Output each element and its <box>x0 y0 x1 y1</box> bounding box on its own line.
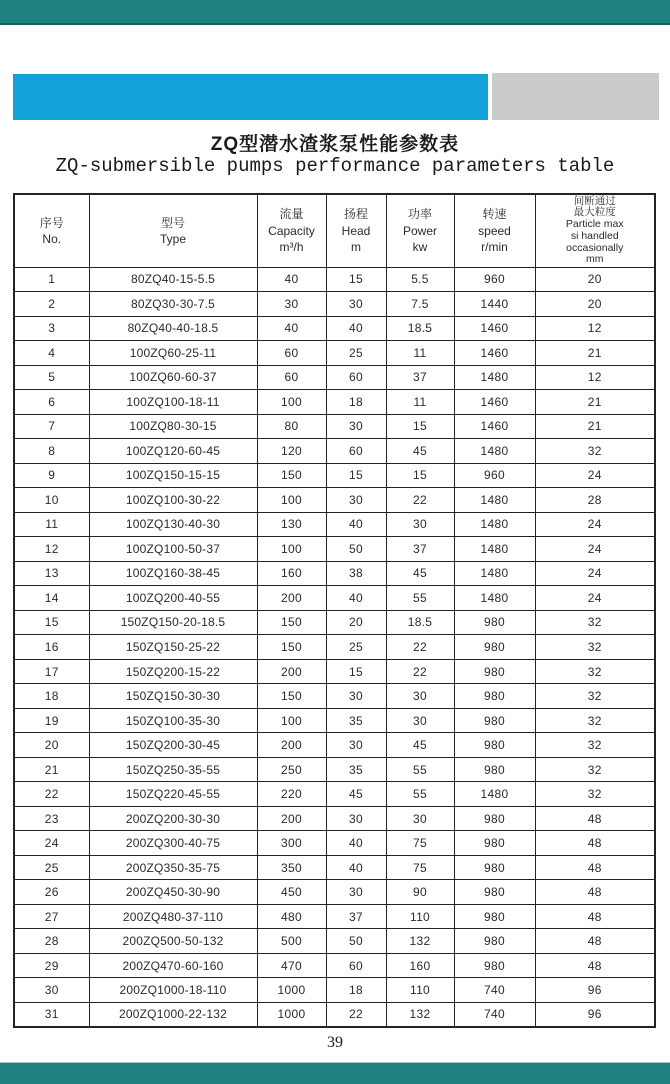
table-cell: 35 <box>326 708 386 733</box>
table-cell: 200 <box>257 586 326 611</box>
table-cell: 27 <box>14 904 89 929</box>
table-row <box>14 929 655 954</box>
table-cell: 16 <box>14 635 89 660</box>
table-cell: 12 <box>535 365 655 390</box>
table-row <box>14 537 655 562</box>
table-row <box>14 610 655 635</box>
table-cell: 37 <box>386 537 454 562</box>
table-cell: 48 <box>535 831 655 856</box>
table-cell: 45 <box>386 439 454 464</box>
table-cell: 55 <box>386 757 454 782</box>
table-cell: 1460 <box>454 341 535 366</box>
table-cell: 150 <box>257 463 326 488</box>
table-cell: 980 <box>454 757 535 782</box>
table-cell: 500 <box>257 929 326 954</box>
table-row <box>14 341 655 366</box>
table-cell: 45 <box>386 733 454 758</box>
table-cell: 200 <box>257 733 326 758</box>
table-row <box>14 855 655 880</box>
table-cell: 1480 <box>454 561 535 586</box>
table-cell: 150ZQ250-35-55 <box>89 757 257 782</box>
table-cell: 28 <box>535 488 655 513</box>
table-cell: 55 <box>386 586 454 611</box>
table-cell: 200ZQ1000-18-110 <box>89 978 257 1003</box>
table-cell: 740 <box>454 978 535 1003</box>
parameters-table <box>13 193 656 1028</box>
table-cell: 11 <box>386 341 454 366</box>
table-cell: 350 <box>257 855 326 880</box>
table-cell: 30 <box>326 733 386 758</box>
table-cell: 60 <box>257 341 326 366</box>
table-row <box>14 782 655 807</box>
table-row <box>14 586 655 611</box>
table-cell: 80ZQ40-40-18.5 <box>89 316 257 341</box>
table-cell: 18.5 <box>386 316 454 341</box>
table-row <box>14 488 655 513</box>
table-cell: 980 <box>454 880 535 905</box>
table-cell: 200ZQ350-35-75 <box>89 855 257 880</box>
table-cell: 3 <box>14 316 89 341</box>
table-cell: 24 <box>535 463 655 488</box>
table-cell: 960 <box>454 463 535 488</box>
table-cell: 20 <box>14 733 89 758</box>
table-cell: 15 <box>326 267 386 292</box>
table-cell: 18.5 <box>386 610 454 635</box>
table-cell: 15 <box>386 463 454 488</box>
table-cell: 1000 <box>257 978 326 1003</box>
table-cell: 220 <box>257 782 326 807</box>
table-cell: 250 <box>257 757 326 782</box>
table-cell: 40 <box>326 831 386 856</box>
table-cell: 18 <box>14 684 89 709</box>
table-cell: 110 <box>386 904 454 929</box>
page-title-chinese: ZQ型潜水渣浆泵性能参数表 <box>210 134 460 155</box>
table-row <box>14 978 655 1003</box>
table-cell: 160 <box>386 953 454 978</box>
table-cell: 980 <box>454 635 535 660</box>
table-cell: 100ZQ160-38-45 <box>89 561 257 586</box>
table-row <box>14 831 655 856</box>
table-cell: 150 <box>257 684 326 709</box>
table-cell: 160 <box>257 561 326 586</box>
table-cell: 200ZQ470-60-160 <box>89 953 257 978</box>
bottom-teal-band <box>0 1062 670 1084</box>
table-cell: 35 <box>326 757 386 782</box>
table-cell: 96 <box>535 1002 655 1027</box>
table-cell: 1480 <box>454 488 535 513</box>
table-cell: 31 <box>14 1002 89 1027</box>
table-cell: 11 <box>14 512 89 537</box>
table-cell: 200ZQ450-30-90 <box>89 880 257 905</box>
table-cell: 980 <box>454 659 535 684</box>
table-cell: 32 <box>535 757 655 782</box>
table-cell: 19 <box>14 708 89 733</box>
table-cell: 18 <box>326 390 386 415</box>
table-cell: 100 <box>257 390 326 415</box>
table-cell: 130 <box>257 512 326 537</box>
top-teal-band <box>0 0 670 25</box>
table-cell: 24 <box>535 512 655 537</box>
table-cell: 100ZQ80-30-15 <box>89 414 257 439</box>
table-cell: 15 <box>326 463 386 488</box>
table-cell: 100ZQ130-40-30 <box>89 512 257 537</box>
table-cell: 980 <box>454 733 535 758</box>
table-cell: 48 <box>535 929 655 954</box>
table-cell: 150ZQ220-45-55 <box>89 782 257 807</box>
table-cell: 11 <box>386 390 454 415</box>
table-cell: 2 <box>14 292 89 317</box>
table-cell: 470 <box>257 953 326 978</box>
table-cell: 25 <box>326 341 386 366</box>
table-cell: 1480 <box>454 365 535 390</box>
table-cell: 980 <box>454 953 535 978</box>
table-cell: 48 <box>535 806 655 831</box>
table-cell: 980 <box>454 610 535 635</box>
table-cell: 1000 <box>257 1002 326 1027</box>
table-cell: 100 <box>257 537 326 562</box>
table-cell: 200ZQ200-30-30 <box>89 806 257 831</box>
table-row <box>14 439 655 464</box>
table-cell: 37 <box>326 904 386 929</box>
table-cell: 32 <box>535 733 655 758</box>
table-cell: 40 <box>326 512 386 537</box>
table-cell: 8 <box>14 439 89 464</box>
table-cell: 1460 <box>454 390 535 415</box>
table-cell: 30 <box>326 292 386 317</box>
table-row <box>14 463 655 488</box>
page-number: 39 <box>327 1034 343 1051</box>
table-cell: 200 <box>257 659 326 684</box>
table-cell: 100 <box>257 708 326 733</box>
table-cell: 50 <box>326 537 386 562</box>
table-cell: 150ZQ200-30-45 <box>89 733 257 758</box>
table-cell: 60 <box>326 439 386 464</box>
table-cell: 150 <box>257 610 326 635</box>
table-cell: 17 <box>14 659 89 684</box>
table-cell: 7.5 <box>386 292 454 317</box>
table-cell: 32 <box>535 782 655 807</box>
table-cell: 9 <box>14 463 89 488</box>
table-cell: 200 <box>257 806 326 831</box>
table-cell: 32 <box>535 610 655 635</box>
table-cell: 980 <box>454 708 535 733</box>
table-cell: 1440 <box>454 292 535 317</box>
table-cell: 30 <box>14 978 89 1003</box>
table-cell: 132 <box>386 1002 454 1027</box>
table-cell: 30 <box>326 880 386 905</box>
table-cell: 80ZQ30-30-7.5 <box>89 292 257 317</box>
table-cell: 48 <box>535 855 655 880</box>
table-cell: 21 <box>535 414 655 439</box>
table-row <box>14 757 655 782</box>
table-cell: 24 <box>535 537 655 562</box>
table-cell: 20 <box>535 292 655 317</box>
table-cell: 15 <box>14 610 89 635</box>
table-cell: 30 <box>326 806 386 831</box>
table-cell: 1480 <box>454 586 535 611</box>
table-cell: 45 <box>386 561 454 586</box>
table-cell: 14 <box>14 586 89 611</box>
table-cell: 1480 <box>454 512 535 537</box>
table-cell: 132 <box>386 929 454 954</box>
table-cell: 980 <box>454 929 535 954</box>
table-cell: 15 <box>326 659 386 684</box>
table-row <box>14 512 655 537</box>
table-row <box>14 267 655 292</box>
table-cell: 23 <box>14 806 89 831</box>
table-cell: 12 <box>535 316 655 341</box>
table-cell: 10 <box>14 488 89 513</box>
table-cell: 100ZQ150-15-15 <box>89 463 257 488</box>
table-cell: 15 <box>386 414 454 439</box>
table-cell: 45 <box>326 782 386 807</box>
table-row <box>14 733 655 758</box>
table-cell: 200ZQ480-37-110 <box>89 904 257 929</box>
table-cell: 120 <box>257 439 326 464</box>
header-blue-band <box>13 74 488 120</box>
table-cell: 18 <box>326 978 386 1003</box>
table-cell: 30 <box>386 806 454 831</box>
table-cell: 150ZQ150-20-18.5 <box>89 610 257 635</box>
column-header: 间断通过 最大粒度 Particle max si handled occasionally mm <box>535 194 655 267</box>
table-cell: 100ZQ60-60-37 <box>89 365 257 390</box>
column-header: 型号 Type <box>89 194 257 267</box>
column-header: 转速 speed r/min <box>454 194 535 267</box>
table-row <box>14 708 655 733</box>
table-cell: 1480 <box>454 537 535 562</box>
column-header: 流量 Capacity m³/h <box>257 194 326 267</box>
table-cell: 21 <box>535 390 655 415</box>
table-cell: 24 <box>14 831 89 856</box>
table-cell: 980 <box>454 806 535 831</box>
table-cell: 40 <box>257 316 326 341</box>
table-cell: 75 <box>386 831 454 856</box>
table-cell: 5 <box>14 365 89 390</box>
table-cell: 200ZQ300-40-75 <box>89 831 257 856</box>
table-cell: 30 <box>326 414 386 439</box>
table-cell: 30 <box>386 708 454 733</box>
table-row <box>14 904 655 929</box>
table-cell: 96 <box>535 978 655 1003</box>
table-cell: 150ZQ150-30-30 <box>89 684 257 709</box>
table-cell: 22 <box>386 488 454 513</box>
table-cell: 48 <box>535 953 655 978</box>
table-cell: 30 <box>386 512 454 537</box>
table-cell: 25 <box>14 855 89 880</box>
table-cell: 450 <box>257 880 326 905</box>
table-cell: 32 <box>535 659 655 684</box>
table-row <box>14 292 655 317</box>
parameters-table-wrap <box>13 193 654 1028</box>
table-cell: 1480 <box>454 782 535 807</box>
table-row <box>14 316 655 341</box>
table-cell: 40 <box>326 855 386 880</box>
table-cell: 6 <box>14 390 89 415</box>
table-cell: 7 <box>14 414 89 439</box>
table-row <box>14 390 655 415</box>
table-row <box>14 414 655 439</box>
table-cell: 28 <box>14 929 89 954</box>
table-cell: 60 <box>257 365 326 390</box>
table-cell: 30 <box>326 488 386 513</box>
table-cell: 40 <box>257 267 326 292</box>
table-cell: 300 <box>257 831 326 856</box>
table-cell: 22 <box>386 659 454 684</box>
table-cell: 21 <box>535 341 655 366</box>
table-cell: 22 <box>14 782 89 807</box>
table-cell: 100ZQ100-18-11 <box>89 390 257 415</box>
table-cell: 100 <box>257 488 326 513</box>
table-cell: 90 <box>386 880 454 905</box>
table-cell: 80ZQ40-15-5.5 <box>89 267 257 292</box>
table-cell: 1460 <box>454 414 535 439</box>
table-row <box>14 561 655 586</box>
table-cell: 150ZQ100-35-30 <box>89 708 257 733</box>
table-row <box>14 880 655 905</box>
table-cell: 40 <box>326 316 386 341</box>
table-header-row <box>14 194 655 267</box>
table-cell: 50 <box>326 929 386 954</box>
header-gray-band <box>492 73 659 120</box>
table-cell: 20 <box>535 267 655 292</box>
table-row <box>14 635 655 660</box>
table-cell: 1 <box>14 267 89 292</box>
column-header: 功率 Power kw <box>386 194 454 267</box>
table-cell: 29 <box>14 953 89 978</box>
table-row <box>14 1002 655 1027</box>
table-cell: 110 <box>386 978 454 1003</box>
table-cell: 38 <box>326 561 386 586</box>
table-cell: 100ZQ120-60-45 <box>89 439 257 464</box>
table-cell: 24 <box>535 586 655 611</box>
table-cell: 25 <box>326 635 386 660</box>
table-row <box>14 659 655 684</box>
table-cell: 80 <box>257 414 326 439</box>
table-row <box>14 684 655 709</box>
table-cell: 13 <box>14 561 89 586</box>
table-cell: 12 <box>14 537 89 562</box>
table-cell: 960 <box>454 267 535 292</box>
table-cell: 22 <box>386 635 454 660</box>
table-cell: 5.5 <box>386 267 454 292</box>
table-cell: 740 <box>454 1002 535 1027</box>
column-header: 扬程 Head m <box>326 194 386 267</box>
table-cell: 40 <box>326 586 386 611</box>
table-cell: 1460 <box>454 316 535 341</box>
table-cell: 1480 <box>454 439 535 464</box>
table-cell: 980 <box>454 831 535 856</box>
table-cell: 20 <box>326 610 386 635</box>
table-cell: 100ZQ60-25-11 <box>89 341 257 366</box>
table-row <box>14 806 655 831</box>
table-row <box>14 365 655 390</box>
table-cell: 75 <box>386 855 454 880</box>
table-cell: 21 <box>14 757 89 782</box>
table-cell: 60 <box>326 953 386 978</box>
table-cell: 48 <box>535 904 655 929</box>
table-cell: 980 <box>454 855 535 880</box>
table-cell: 200ZQ500-50-132 <box>89 929 257 954</box>
table-cell: 55 <box>386 782 454 807</box>
table-cell: 22 <box>326 1002 386 1027</box>
table-cell: 32 <box>535 708 655 733</box>
table-cell: 30 <box>257 292 326 317</box>
table-cell: 200ZQ1000-22-132 <box>89 1002 257 1027</box>
table-cell: 100ZQ100-50-37 <box>89 537 257 562</box>
table-cell: 32 <box>535 439 655 464</box>
table-cell: 980 <box>454 904 535 929</box>
column-header: 序号 No. <box>14 194 89 267</box>
table-cell: 150ZQ200-15-22 <box>89 659 257 684</box>
table-cell: 60 <box>326 365 386 390</box>
table-cell: 100ZQ100-30-22 <box>89 488 257 513</box>
page-title-english: ZQ-submersible pumps performance parameters table <box>55 155 615 177</box>
table-cell: 26 <box>14 880 89 905</box>
table-row <box>14 953 655 978</box>
table-cell: 24 <box>535 561 655 586</box>
table-cell: 150ZQ150-25-22 <box>89 635 257 660</box>
table-cell: 100ZQ200-40-55 <box>89 586 257 611</box>
table-cell: 30 <box>386 684 454 709</box>
table-cell: 150 <box>257 635 326 660</box>
table-cell: 30 <box>326 684 386 709</box>
table-cell: 4 <box>14 341 89 366</box>
table-cell: 980 <box>454 684 535 709</box>
table-cell: 480 <box>257 904 326 929</box>
table-cell: 48 <box>535 880 655 905</box>
table-cell: 32 <box>535 684 655 709</box>
table-cell: 32 <box>535 635 655 660</box>
table-cell: 37 <box>386 365 454 390</box>
